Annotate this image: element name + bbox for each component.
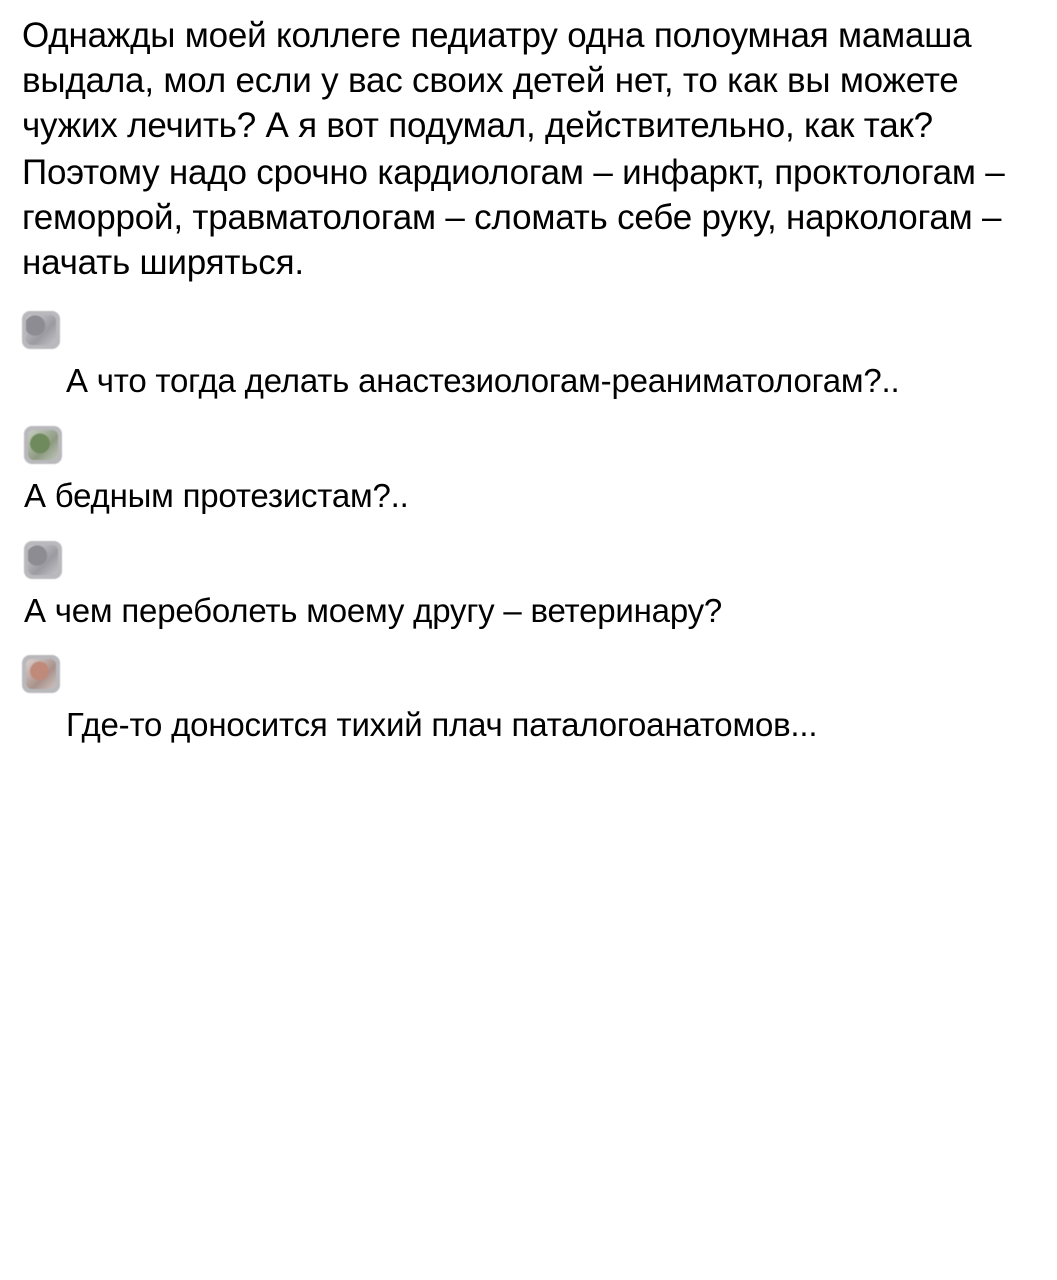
comment-item: [22, 540, 1035, 633]
comment-text: Где-то доносится тихий плач паталогоанатомов...: [66, 706, 818, 744]
comment-text: А что тогда делать анастезиологам-реаниматологам?..: [66, 361, 900, 399]
comment-text: А чем переболеть моему другу – ветеринару?: [24, 591, 723, 629]
comment-item: [22, 425, 1035, 518]
avatar[interactable]: [24, 426, 62, 464]
post-paragraph-2: Поэтому надо срочно кардиологам – инфаркт, проктологам – геморрой, травматологам – сломать себе руку, наркологам – начать ширяться.: [22, 152, 1005, 282]
comment-text: А бедным протезистам?..: [24, 476, 409, 514]
avatar[interactable]: [22, 311, 60, 349]
comment-header: [22, 310, 1035, 350]
comment-item: [22, 654, 1035, 747]
post-paragraph-1: Однажды моей коллеге педиатру одна полоумная мамаша выдала, мол если у вас своих детей нет, то как вы можете чужих лечить? А я вот подумал, действительно, как так?: [22, 16, 972, 145]
avatar[interactable]: [24, 541, 62, 579]
post-body: [22, 14, 1035, 286]
comment-header: [24, 540, 1035, 580]
comment-list: [22, 310, 1035, 748]
avatar[interactable]: [22, 655, 60, 693]
comment-header: [22, 654, 1035, 694]
comment-header: [24, 425, 1035, 465]
comment-item: [22, 310, 1035, 403]
